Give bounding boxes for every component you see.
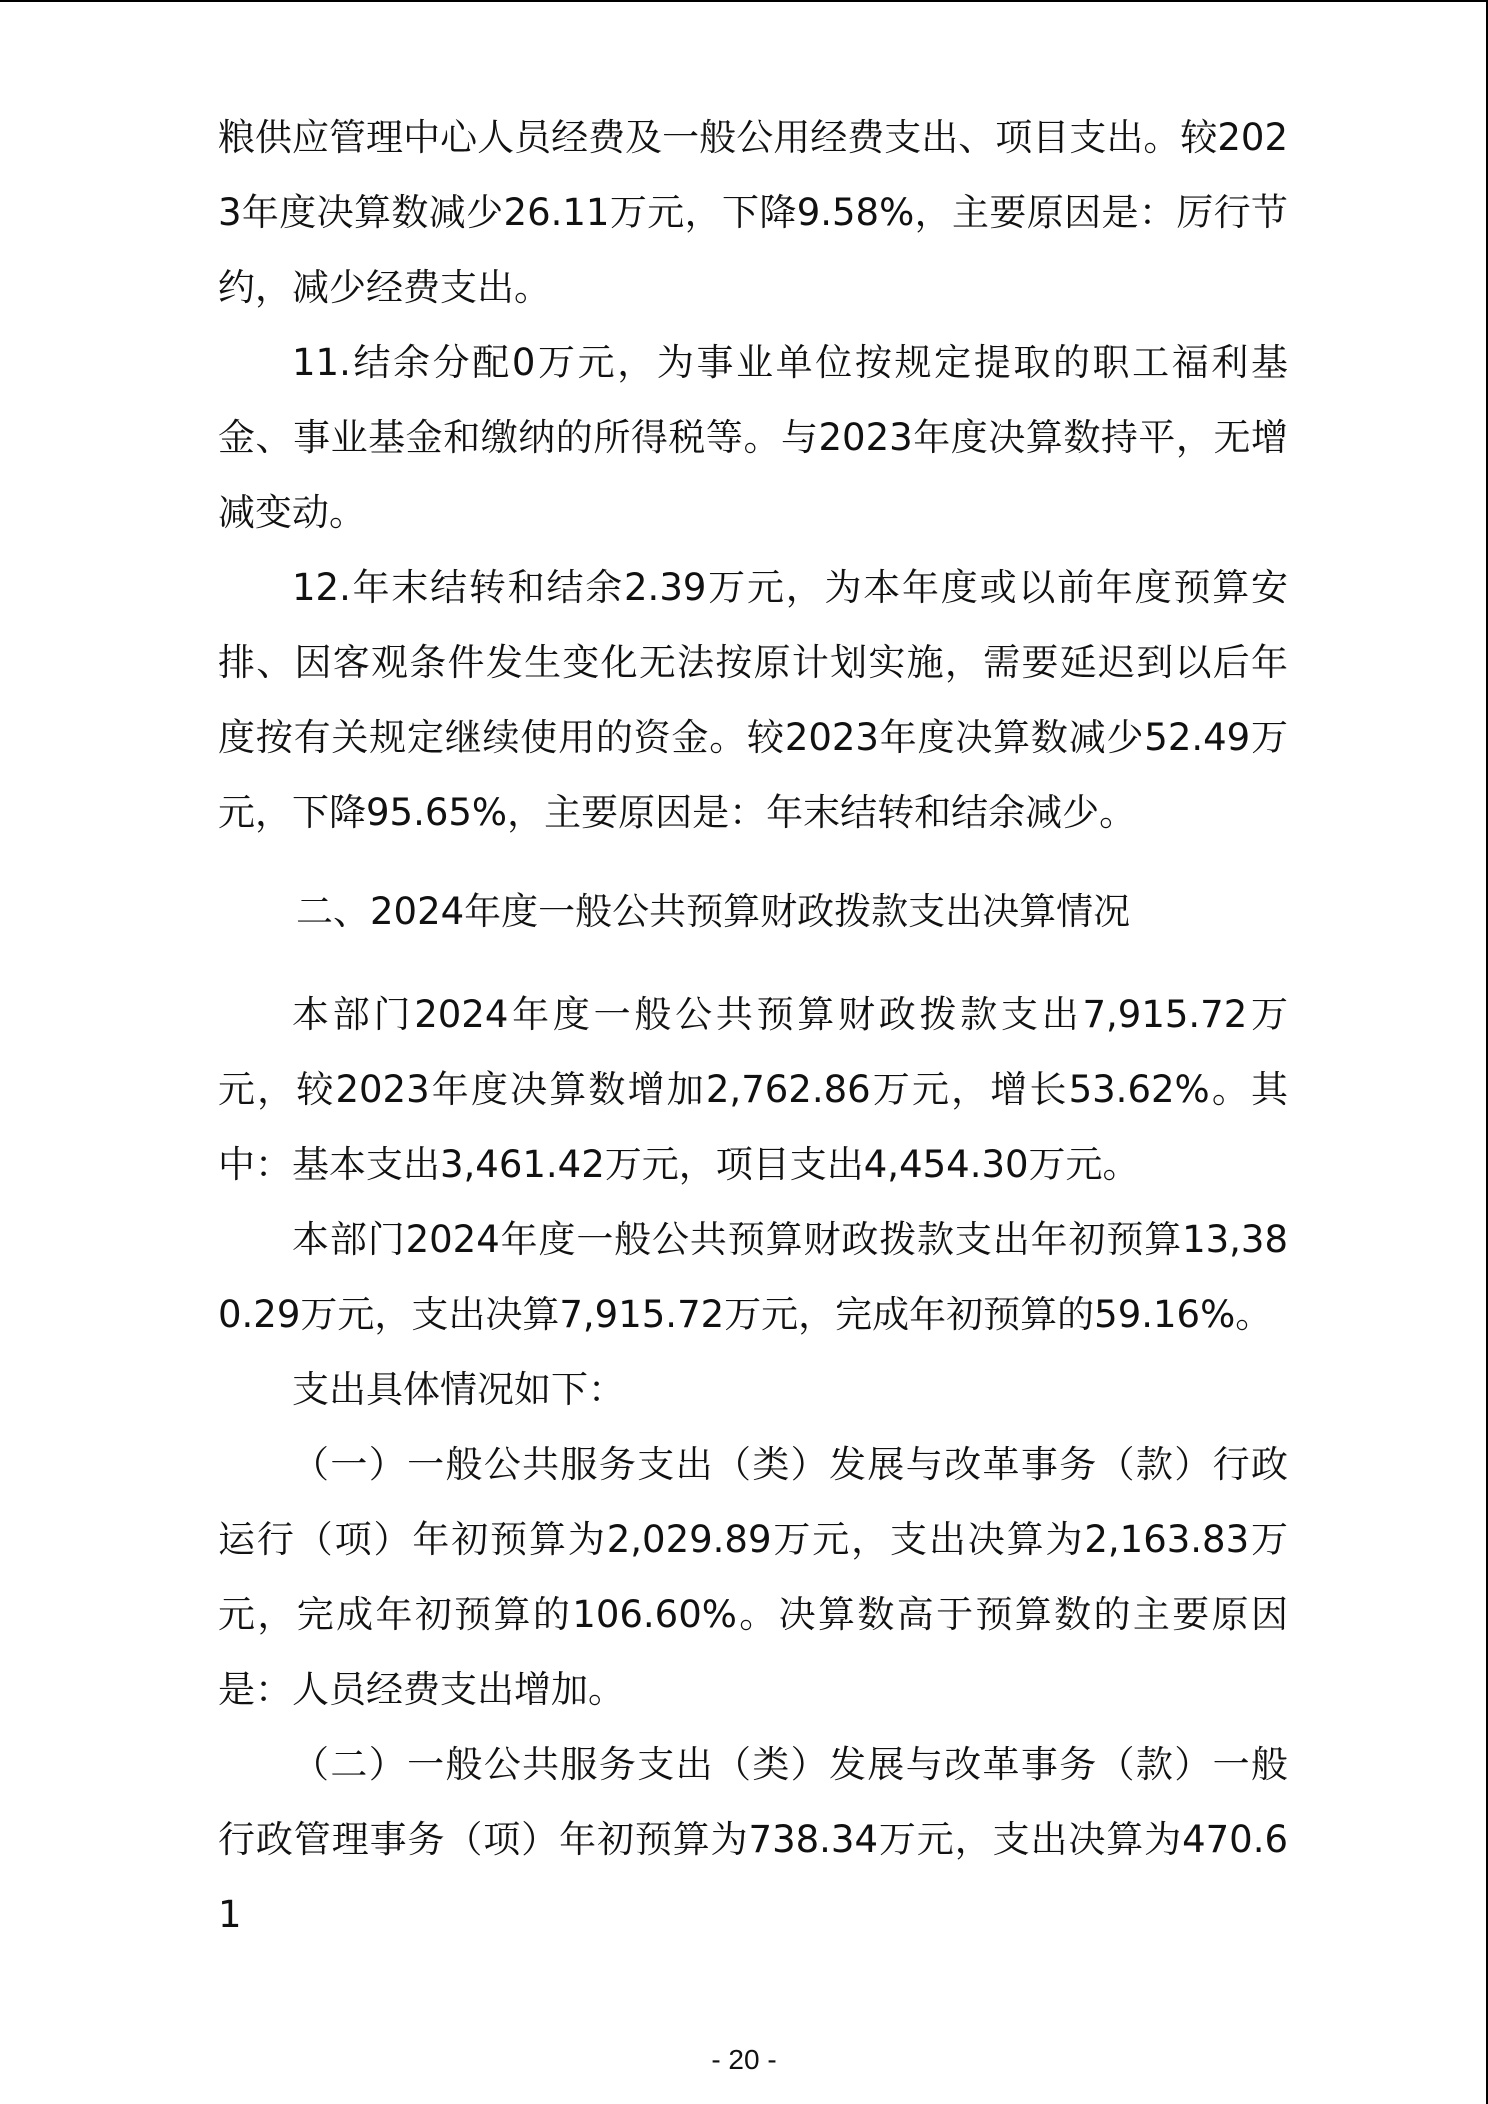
paragraph-item-12: 12.年末结转和结余2.39万元，为本年度或以前年度预算安排、因客观条件发生变化无法按原计划实施，需要延迟到以后年度按有关规定继续使用的资金。较2023年度决算数减少52.49万元，下降95.65%，主要原因是：年末结转和结余减少。	[218, 566, 1288, 834]
paragraph-item-2: （二）一般公共服务支出（类）发展与改革事务（款）一般行政管理事务（项）年初预算为738.34万元，支出决算为470.61	[218, 1743, 1288, 1936]
paragraph-budget-completion: 本部门2024年度一般公共预算财政拨款支出年初预算13,380.29万元，支出决算7,915.72万元，完成年初预算的59.16%。	[218, 1218, 1288, 1336]
page-top-border	[0, 0, 1488, 2]
paragraph-item-11: 11.结余分配0万元，为事业单位按规定提取的职工福利基金、事业基金和缴纳的所得税等。与2023年度决算数持平，无增减变动。	[218, 341, 1288, 534]
section-heading: 二、2024年度一般公共预算财政拨款支出决算情况	[296, 890, 1131, 933]
paragraph-item-1: （一）一般公共服务支出（类）发展与改革事务（款）行政运行（项）年初预算为2,029.89万元，支出决算为2,163.83万元，完成年初预算的106.60%。决算数高于预算数的主要原因是：人员经费支出增加。	[218, 1443, 1288, 1711]
document-body	[218, 100, 1288, 1952]
paragraph-details-intro: 支出具体情况如下：	[292, 1368, 625, 1411]
page-number: - 20 -	[711, 2044, 777, 2075]
paragraph-expenditure-total: 本部门2024年度一般公共预算财政拨款支出7,915.72万元，较2023年度决算数增加2,762.86万元，增长53.62%。其中：基本支出3,461.42万元，项目支出4,454.30万元。	[218, 993, 1288, 1186]
paragraph-continuation: 粮供应管理中心人员经费及一般公用经费支出、项目支出。较2023年度决算数减少26.11万元，下降9.58%，主要原因是：厉行节约，减少经费支出。	[218, 116, 1288, 309]
